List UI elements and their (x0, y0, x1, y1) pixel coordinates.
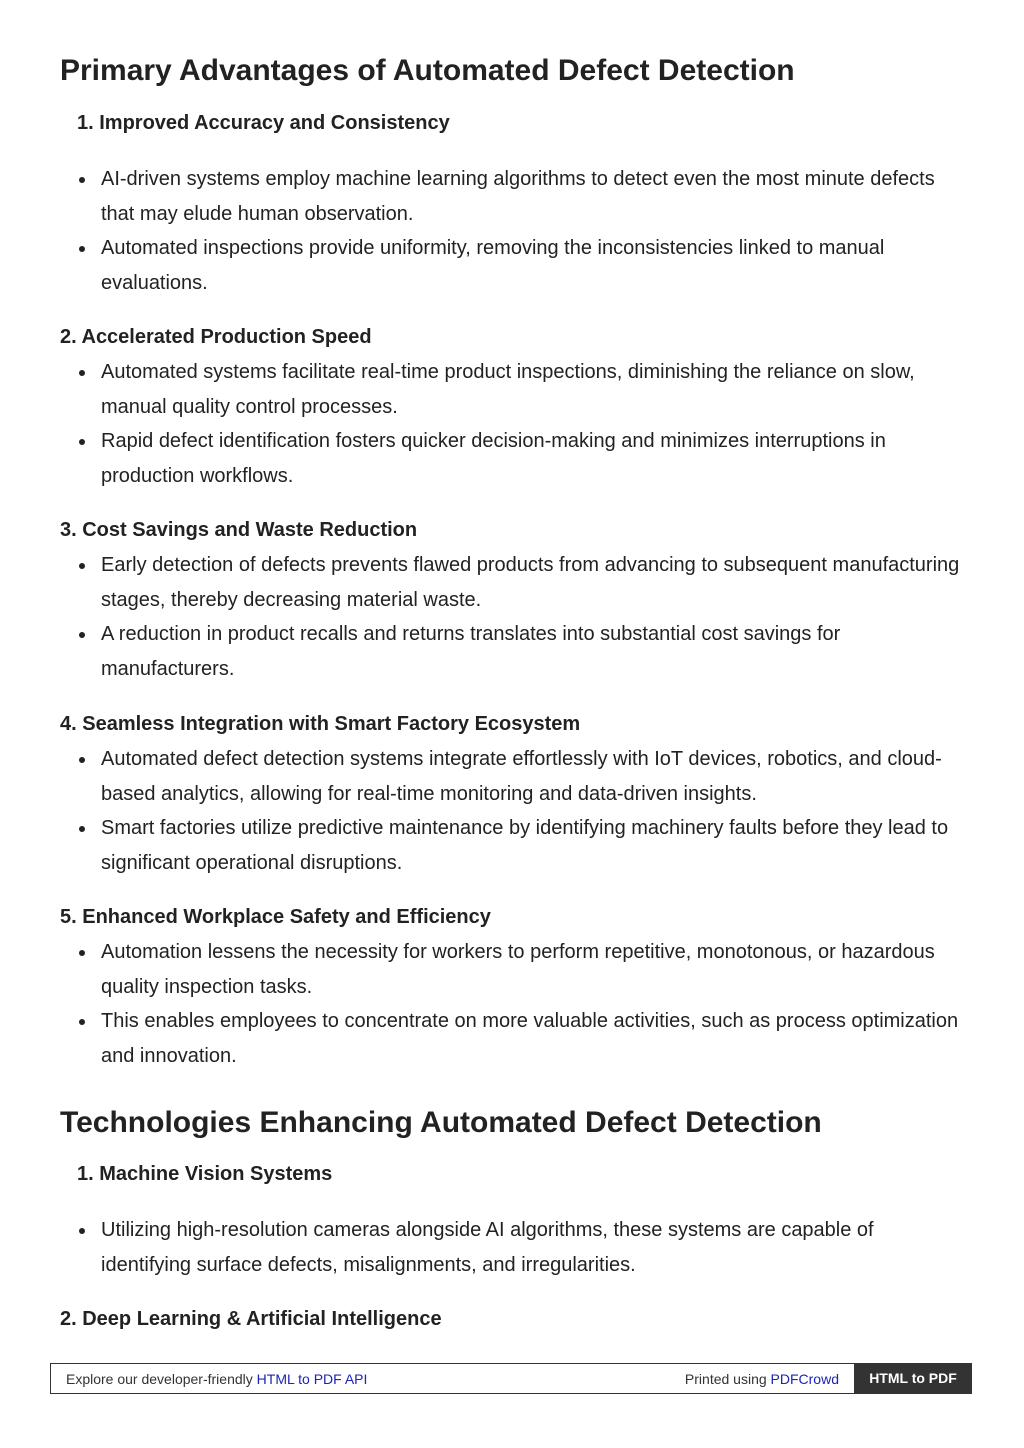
bullet-dot (79, 1019, 85, 1025)
list-item-text: AI-driven systems employ machine learning algorithms to detect even the most minute defects that may elude human observation. (101, 168, 935, 225)
list-item (60, 811, 960, 880)
section-heading-technologies: Technologies Enhancing Automated Defect Detection (60, 1106, 822, 1139)
bullet-dot (79, 563, 85, 569)
bullet-dot (79, 246, 85, 252)
bullet-dot (79, 950, 85, 956)
bullet-list-cost-savings (60, 548, 960, 686)
list-item (60, 617, 960, 686)
bullet-list-machine-vision (60, 1213, 960, 1282)
list-item-text: Utilizing high-resolution cameras alongside AI algorithms, these systems are capable of identifying surface defects, misalignments, and irregularities. (101, 1219, 874, 1276)
bullet-list-accuracy (60, 162, 960, 300)
list-item (60, 1213, 960, 1282)
bullet-list-safety (60, 935, 960, 1073)
list-item (60, 548, 960, 617)
list-item-text: Early detection of defects prevents flawed products from advancing to subsequent manufacturing stages, thereby decreasing material waste. (101, 554, 960, 611)
subheading-deep-learning: 2. Deep Learning & Artificial Intelligence (60, 1308, 442, 1330)
list-item (60, 742, 960, 811)
subheading-machine-vision: 1. Machine Vision Systems (77, 1163, 333, 1185)
list-item (60, 231, 960, 300)
list-item-text: A reduction in product recalls and returns translates into substantial cost savings for manufacturers. (101, 623, 841, 680)
list-item (60, 424, 960, 493)
bullet-dot (79, 826, 85, 832)
list-item-text: Automated systems facilitate real-time product inspections, diminishing the reliance on slow, manual quality control processes. (101, 361, 915, 418)
list-item-text: This enables employees to concentrate on more valuable activities, such as process optimization and innovation. (101, 1010, 959, 1067)
subheading-accuracy: 1. Improved Accuracy and Consistency (77, 112, 450, 134)
html-to-pdf-button[interactable]: HTML to PDF (854, 1363, 972, 1394)
footer-promo-text: Explore our developer-friendly (66, 1371, 257, 1387)
bullet-dot (79, 177, 85, 183)
list-item-text: Automation lessens the necessity for workers to perform repetitive, monotonous, or hazardous quality inspection tasks. (101, 941, 935, 998)
subheading-cost-savings: 3. Cost Savings and Waste Reduction (60, 519, 418, 541)
list-item-text: Automated inspections provide uniformity, removing the inconsistencies linked to manual evaluations. (101, 237, 885, 294)
list-item-text: Automated defect detection systems integrate effortlessly with IoT devices, robotics, and cloud-based analytics, allowing for real-time monitoring and data-driven insights. (101, 748, 942, 805)
list-item (60, 935, 960, 1004)
pdf-footer-bar (50, 1363, 972, 1394)
subheading-integration: 4. Seamless Integration with Smart Factory Ecosystem (60, 713, 581, 735)
footer-printed-using (685, 1371, 839, 1387)
html-to-pdf-api-link[interactable]: HTML to PDF API (256, 1371, 368, 1387)
footer-printed-text: Printed using (684, 1371, 771, 1387)
bullet-dot (79, 632, 85, 638)
subheading-speed: 2. Accelerated Production Speed (60, 326, 372, 348)
bullet-dot (79, 1228, 85, 1234)
list-item-text: Rapid defect identification fosters quicker decision-making and minimizes interruptions in production workflows. (101, 430, 886, 487)
bullet-dot (79, 439, 85, 445)
list-item-text: Smart factories utilize predictive maintenance by identifying machinery faults before they lead to significant operational disruptions. (101, 817, 949, 874)
subheading-safety: 5. Enhanced Workplace Safety and Efficiency (60, 906, 491, 928)
bullet-list-speed (60, 355, 960, 493)
list-item (60, 1004, 960, 1073)
footer-promo (66, 1371, 367, 1387)
list-item (60, 355, 960, 424)
bullet-dot (79, 757, 85, 763)
list-item (60, 162, 960, 231)
pdfcrowd-link[interactable]: PDFCrowd (770, 1371, 839, 1387)
bullet-dot (79, 370, 85, 376)
section-heading-advantages: Primary Advantages of Automated Defect Detection (60, 54, 795, 87)
bullet-list-integration (60, 742, 960, 880)
